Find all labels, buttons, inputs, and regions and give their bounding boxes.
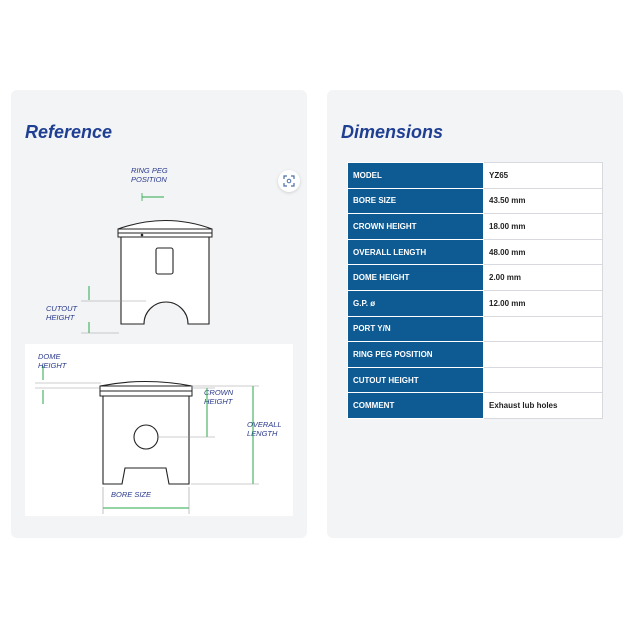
row-label: RING PEG POSITION bbox=[348, 342, 484, 368]
row-value bbox=[484, 342, 603, 368]
row-label: OVERALL LENGTH bbox=[348, 239, 484, 265]
row-value: 48.00 mm bbox=[484, 239, 603, 265]
row-value: YZ65 bbox=[484, 163, 603, 189]
dome-height-label: DOME HEIGHT bbox=[38, 352, 67, 370]
row-value: 12.00 mm bbox=[484, 290, 603, 316]
bore-size-label: BORE SIZE bbox=[111, 490, 152, 499]
row-label: MODEL bbox=[348, 163, 484, 189]
row-value bbox=[484, 367, 603, 393]
row-label: G.P. ø bbox=[348, 290, 484, 316]
table-row bbox=[348, 239, 603, 265]
overall-length-label: OVERALL LENGTH bbox=[247, 420, 282, 438]
crown-height-label: CROWN HEIGHT bbox=[204, 388, 234, 406]
ring-peg-position-label: RING PEG POSITION bbox=[131, 166, 168, 184]
row-label: CROWN HEIGHT bbox=[348, 214, 484, 240]
row-value: 2.00 mm bbox=[484, 265, 603, 291]
piston-top-diagram bbox=[11, 90, 307, 350]
row-label: BORE SIZE bbox=[348, 188, 484, 214]
table-row bbox=[348, 393, 603, 419]
row-value: 18.00 mm bbox=[484, 214, 603, 240]
row-label: COMMENT bbox=[348, 393, 484, 419]
reference-title: Reference bbox=[25, 122, 113, 142]
cutout-height-label: CUTOUT HEIGHT bbox=[46, 304, 78, 322]
table-row bbox=[348, 316, 603, 342]
table-row bbox=[348, 367, 603, 393]
row-label: DOME HEIGHT bbox=[348, 265, 484, 291]
table-row bbox=[348, 163, 603, 189]
dimensions-title: Dimensions bbox=[341, 122, 444, 142]
row-value bbox=[484, 316, 603, 342]
table-row bbox=[348, 265, 603, 291]
dimensions-card bbox=[327, 90, 623, 538]
table-row bbox=[348, 342, 603, 368]
row-label: PORT Y/N bbox=[348, 316, 484, 342]
row-label: CUTOUT HEIGHT bbox=[348, 367, 484, 393]
dimensions-table bbox=[347, 162, 603, 419]
table-row bbox=[348, 214, 603, 240]
table-row bbox=[348, 188, 603, 214]
reference-card bbox=[11, 90, 307, 538]
row-value: Exhaust lub holes bbox=[484, 393, 603, 419]
piston-dimension-diagram bbox=[25, 344, 293, 516]
table-row bbox=[348, 290, 603, 316]
row-value: 43.50 mm bbox=[484, 188, 603, 214]
